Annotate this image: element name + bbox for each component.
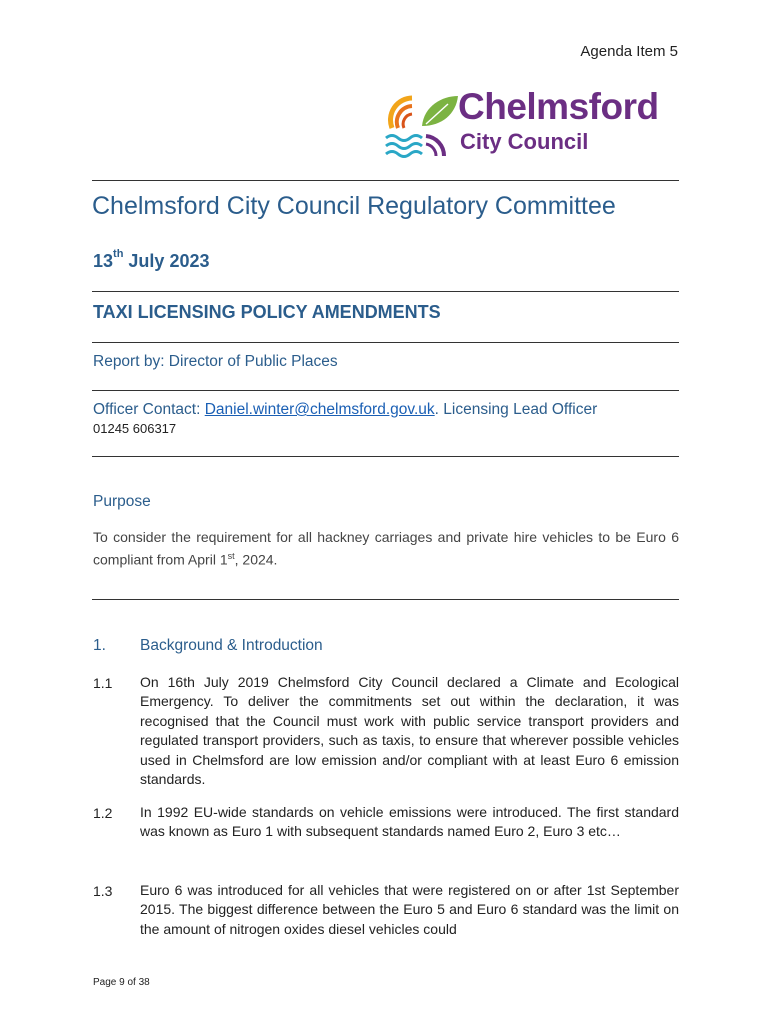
purpose-text-main: To consider the requirement for all hackney carriages and private hire vehicles to be Euro 6 compliant from April 1 [93, 529, 679, 568]
divider [92, 342, 679, 343]
officer-contact [93, 401, 597, 419]
officer-phone: 01245 606317 [93, 421, 177, 436]
contact-prefix: Officer Contact: [93, 401, 205, 418]
paragraph-number: 1.3 [93, 883, 113, 899]
purpose-sup: st [227, 551, 235, 561]
purpose-text [93, 528, 679, 570]
page-number: Page 9 of 38 [93, 977, 150, 988]
agenda-item-label: Agenda Item 5 [580, 43, 678, 60]
paragraph-text: On 16th July 2019 Chelmsford City Council declared a Climate and Ecological Emergency. To deliver the commitments set out within the declaration, it was recognised that the Council must work with public service transport providers and regulated transport providers, such as taxis, to ensure that wherever possible vehicles used in Chelmsford are low emission and/or compliant with at least Euro 6 emission standards. [140, 674, 679, 788]
divider [92, 390, 679, 391]
council-emblem-icon [382, 88, 462, 166]
section-title: Background & Introduction [140, 637, 323, 654]
date-suffix: th [113, 248, 124, 260]
paragraph-number: 1.2 [93, 805, 113, 821]
divider [92, 456, 679, 457]
date-rest: July 2023 [123, 251, 210, 271]
committee-title: Chelmsford City Council Regulatory Committee [92, 192, 616, 220]
paragraph-number: 1.1 [93, 675, 113, 691]
paragraph-text: Euro 6 was introduced for all vehicles that were registered on or after 1st September 2015. The biggest difference between the Euro 5 and Euro 6 standard was the limit on the amount of nitrogen oxides diesel vehicles could [140, 882, 679, 937]
divider [92, 291, 679, 292]
meeting-date [93, 248, 210, 272]
logo-wordmark: Chelmsford [458, 86, 659, 127]
logo-subtitle: City Council [460, 129, 589, 154]
divider [92, 180, 679, 181]
contact-suffix: . Licensing Lead Officer [434, 401, 598, 418]
purpose-text-end: , 2024. [234, 551, 278, 568]
purpose-heading: Purpose [93, 493, 151, 510]
officer-email-link[interactable]: Daniel.winter@chelmsford.gov.uk [204, 401, 435, 418]
paragraph-text: In 1992 EU-wide standards on vehicle emissions were introduced. The first standard was known as Euro 1 with subsequent standards named Euro 2, Euro 3 etc… [140, 804, 679, 840]
divider [92, 599, 679, 600]
report-by: Report by: Director of Public Places [93, 353, 338, 370]
report-subject: TAXI LICENSING POLICY AMENDMENTS [93, 302, 441, 322]
date-day: 13 [93, 251, 114, 271]
section-number: 1. [93, 637, 106, 654]
